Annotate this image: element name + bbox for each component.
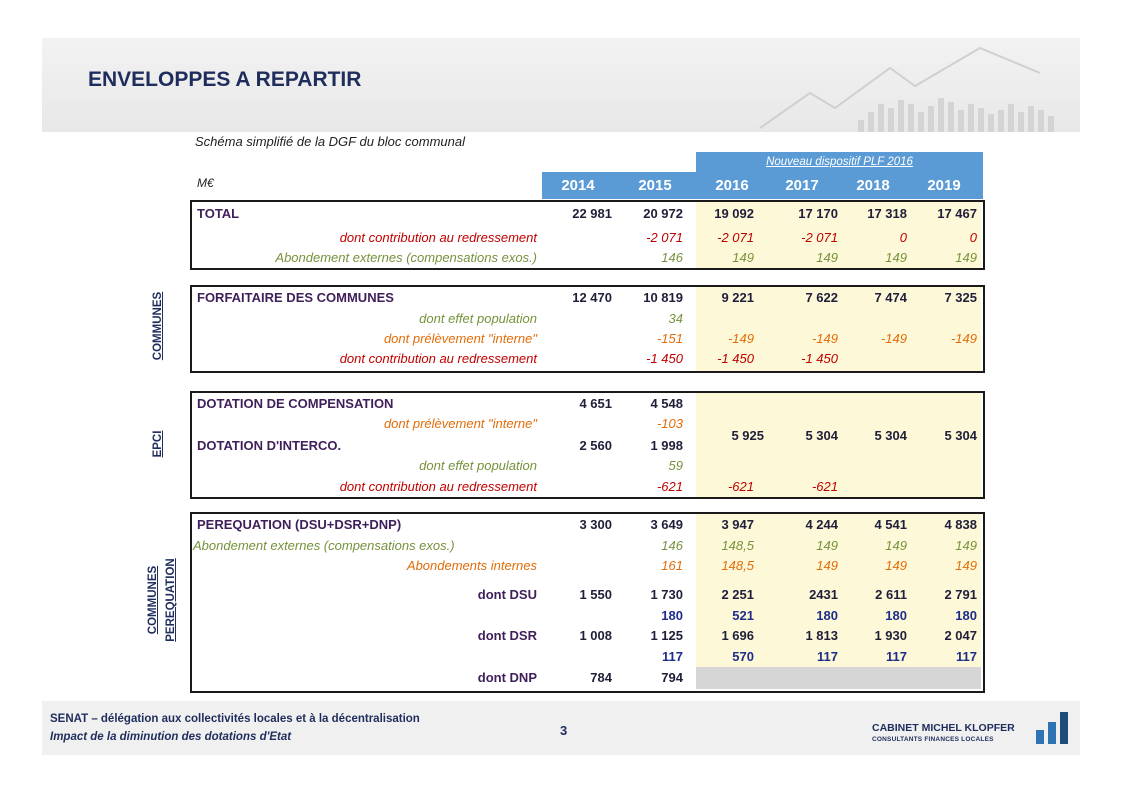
- new-scheme-note: Nouveau dispositif PLF 2016: [696, 152, 983, 172]
- dsr-delta: 117: [662, 649, 683, 664]
- perequation-value: 3 300: [579, 517, 612, 532]
- perequation-abond-ext-value: 149: [955, 538, 977, 553]
- unit-label: M€: [197, 176, 214, 190]
- header-band: [42, 38, 1080, 132]
- year-header: 2014: [561, 177, 595, 194]
- epci-pop-label: dont effet population: [419, 458, 537, 473]
- dsu-delta: 180: [816, 608, 838, 623]
- dnp-value: 794: [661, 670, 683, 685]
- perequation-abond-int-value: 149: [816, 558, 838, 573]
- total-abond-label: Abondement externes (compensations exos.): [275, 250, 537, 265]
- footer-line-1: SENAT – délégation aux collectivités locales et à la décentralisation: [50, 713, 420, 725]
- forfaitaire-pop-value: 34: [668, 311, 683, 326]
- forfaitaire-value: 7 325: [944, 290, 977, 305]
- forfaitaire-contrib-label: dont contribution au redressement: [339, 351, 537, 366]
- dsr-value: 1 813: [805, 628, 838, 643]
- dsr-delta: 570: [732, 649, 754, 664]
- dsu-value: 2431: [809, 587, 838, 602]
- year-header: 2018: [856, 177, 890, 194]
- perequation-abond-int-value: 148,5: [721, 558, 754, 573]
- epci-merged-value: 5 304: [805, 428, 838, 443]
- perequation-abond-int-value: 149: [885, 558, 907, 573]
- dsu-label: dont DSU: [477, 587, 537, 602]
- dsr-delta: 117: [886, 649, 907, 664]
- dsu-value: 2 251: [721, 587, 754, 602]
- epci-merged-value: 5 304: [944, 428, 977, 443]
- year-header: 2015: [638, 177, 672, 194]
- side-label-epci: EPCI: [152, 430, 164, 458]
- perequation-value: 4 838: [944, 517, 977, 532]
- forfaitaire-prelev-value: -149: [727, 331, 754, 346]
- epci-pop-value: 59: [668, 458, 683, 473]
- page-title: ENVELOPPES A REPARTIR: [88, 68, 362, 91]
- total-abond-value: 149: [955, 250, 977, 265]
- dsr-value: 1 696: [721, 628, 754, 643]
- perequation-abond-int-value: 149: [955, 558, 977, 573]
- total-abond-value: 149: [732, 250, 754, 265]
- perequation-label: PEREQUATION (DSU+DSR+DNP): [197, 517, 402, 532]
- year-header: 2019: [927, 177, 961, 194]
- year-header: 2017: [785, 177, 819, 194]
- dsr-value: 1 930: [874, 628, 907, 643]
- perequation-value: 4 541: [874, 517, 907, 532]
- dsr-value: 2 047: [944, 628, 977, 643]
- total-value: 17 318: [867, 206, 907, 221]
- compensation-value: 4 651: [579, 396, 612, 411]
- forfaitaire-value: 12 470: [572, 290, 612, 305]
- total-value: 22 981: [572, 206, 612, 221]
- logo-subtitle: CONSULTANTS FINANCES LOCALES: [872, 736, 994, 743]
- epci-prelev-value: -103: [656, 416, 683, 431]
- forfaitaire-pop-label: dont effet population: [419, 311, 537, 326]
- dsu-value: 2 791: [944, 587, 977, 602]
- perequation-abond-ext-label: Abondement externes (compensations exos.): [193, 538, 455, 553]
- dnp-value: 784: [590, 670, 612, 685]
- epci-contrib-value: -621: [656, 479, 683, 494]
- dsr-delta: 117: [817, 649, 838, 664]
- dsu-delta: 180: [661, 608, 683, 623]
- forfaitaire-label: FORFAITAIRE DES COMMUNES: [197, 290, 394, 305]
- forfaitaire-contrib-value: -1 450: [646, 351, 683, 366]
- page-number: 3: [560, 723, 568, 738]
- dsr-value: 1 008: [579, 628, 612, 643]
- epci-merged-value: 5 304: [874, 428, 907, 443]
- forfaitaire-prelev-label: dont prélèvement "interne": [383, 331, 537, 346]
- dsr-label: dont DSR: [477, 628, 537, 643]
- dsr-value: 1 125: [650, 628, 683, 643]
- total-contrib-value: 0: [969, 230, 977, 245]
- total-abond-value: 149: [816, 250, 838, 265]
- total-abond-value: 146: [661, 250, 683, 265]
- perequation-abond-ext-value: 146: [661, 538, 683, 553]
- dsu-delta: 180: [955, 608, 977, 623]
- table-subtitle: Schéma simplifié de la DGF du bloc communal: [195, 134, 465, 149]
- total-value: 17 170: [798, 206, 838, 221]
- dsu-value: 1 730: [650, 587, 683, 602]
- logo-title: CABINET MICHEL KLOPFER: [872, 722, 1015, 734]
- dnp-label: dont DNP: [477, 670, 537, 685]
- forfaitaire-value: 10 819: [643, 290, 683, 305]
- compensation-label: DOTATION DE COMPENSATION: [197, 396, 394, 411]
- total-value: 17 467: [937, 206, 977, 221]
- forfaitaire-contrib-value: -1 450: [717, 351, 754, 366]
- perequation-value: 4 244: [805, 517, 838, 532]
- perequation-abond-ext-value: 149: [816, 538, 838, 553]
- total-value: 19 092: [714, 206, 754, 221]
- dsu-delta: 180: [885, 608, 907, 623]
- forfaitaire-prelev-value: -149: [811, 331, 838, 346]
- forfaitaire-prelev-value: -149: [880, 331, 907, 346]
- epci-prelev-label: dont prélèvement "interne": [383, 416, 537, 431]
- year-header: 2016: [715, 177, 749, 194]
- side-label-communes-perequation: COMMUNES: [147, 565, 159, 635]
- perequation-abond-int-label: Abondements internes: [406, 558, 537, 573]
- perequation-abond-ext-value: 148,5: [721, 538, 754, 553]
- total-abond-value: 149: [885, 250, 907, 265]
- side-label-perequation: PEREQUATION: [165, 558, 177, 642]
- perequation-abond-ext-value: 149: [885, 538, 907, 553]
- total-contrib-value: -2 071: [717, 230, 754, 245]
- forfaitaire-value: 7 622: [805, 290, 838, 305]
- logo-bars-icon: [1036, 710, 1070, 744]
- forfaitaire-contrib-value: -1 450: [801, 351, 838, 366]
- perequation-value: 3 947: [721, 517, 754, 532]
- epci-contrib-value: -621: [811, 479, 838, 494]
- chart-decoration-icon: [740, 38, 1080, 132]
- dsu-value: 2 611: [875, 587, 907, 602]
- total-contrib-value: -2 071: [646, 230, 683, 245]
- total-contrib-label: dont contribution au redressement: [339, 230, 537, 245]
- forfaitaire-value: 7 474: [874, 290, 907, 305]
- interco-label: DOTATION D'INTERCO.: [197, 438, 342, 453]
- dsu-delta: 521: [732, 608, 754, 623]
- epci-contrib-value: -621: [727, 479, 754, 494]
- interco-value: 2 560: [579, 438, 612, 453]
- forfaitaire-prelev-value: -151: [656, 331, 683, 346]
- interco-value: 1 998: [650, 438, 683, 453]
- dsr-delta: 117: [956, 649, 977, 664]
- total-contrib-value: -2 071: [801, 230, 838, 245]
- perequation-abond-int-value: 161: [661, 558, 683, 573]
- forfaitaire-prelev-value: -149: [950, 331, 977, 346]
- footer-line-2: Impact de la diminution des dotations d'Etat: [50, 731, 292, 743]
- total-label: TOTAL: [197, 206, 240, 221]
- compensation-value: 4 548: [650, 396, 683, 411]
- total-contrib-value: 0: [899, 230, 907, 245]
- forfaitaire-value: 9 221: [721, 290, 754, 305]
- dsu-value: 1 550: [579, 587, 612, 602]
- epci-contrib-label: dont contribution au redressement: [339, 479, 537, 494]
- perequation-value: 3 649: [650, 517, 683, 532]
- side-label-communes: COMMUNES: [152, 291, 164, 361]
- total-value: 20 972: [643, 206, 683, 221]
- footer: [42, 701, 1080, 755]
- epci-merged-value: 5 925: [731, 428, 764, 443]
